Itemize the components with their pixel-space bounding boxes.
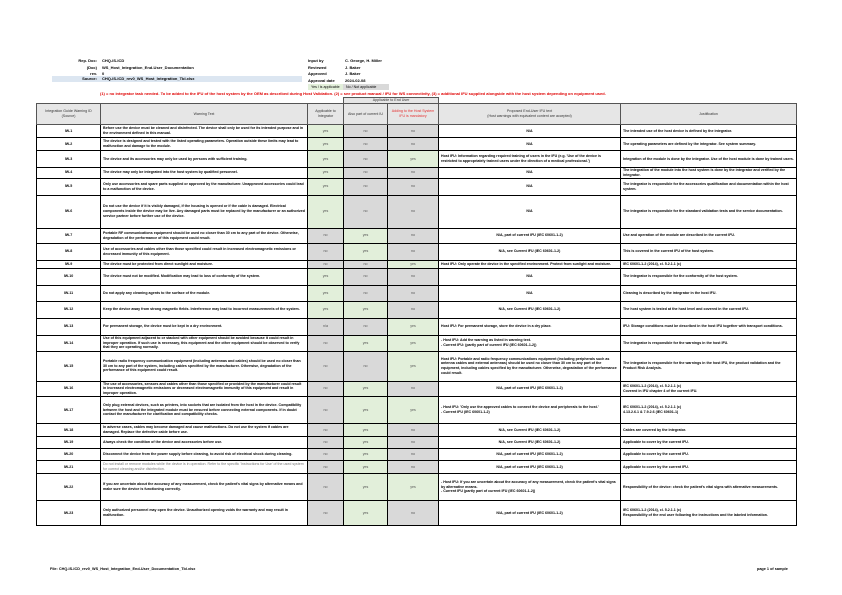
red-note: (1) = no integrator task needed. To be added to the IFU of the host system by the OEM as described during Host Validation. (2) = see product manual / IFU for WS connectivity, (3) = additional IFU supplied alongside with the host system depending on equipment used. bbox=[100, 91, 606, 96]
meta-value: WS_Host_Integration_End-User_Documentation bbox=[102, 64, 194, 70]
applicable-integrator-value: no bbox=[308, 500, 344, 525]
applicable-integrator-value: no bbox=[308, 423, 344, 436]
applicable-integrator-value: yes bbox=[308, 268, 344, 285]
host-ifu-mandatory-value: no bbox=[388, 243, 439, 260]
applicable-integrator-value: n/a bbox=[308, 318, 344, 335]
footer-page: page 1 of sample bbox=[757, 567, 788, 571]
warning-id: IW-18 bbox=[37, 423, 101, 436]
warning-text: Keep the device away from strong magnetic fields. Interference may lead to incorrect measurements of the system. bbox=[101, 301, 308, 318]
applicable-integrator-value: yes bbox=[308, 151, 344, 168]
proposed-ifu-text: Host IFU: Information regarding required training of users in the IFU (e.g. 'Use of the device is restricted to appropriately trained users under the direction of a medical professional.') bbox=[439, 151, 621, 168]
col-header-warning-text: Warning Text bbox=[101, 104, 308, 125]
proposed-ifu-text: Host IFU: Only operate the device in the specified environment. Protect from sunlight and moisture. bbox=[439, 260, 621, 268]
meta-label: (Doc) bbox=[86, 64, 97, 70]
applicable-integrator-value: no bbox=[308, 436, 344, 448]
host-ifu-mandatory-value: no bbox=[388, 168, 439, 179]
warning-text: In adverse cases, cables may become damaged and cause malfunctions. Do not use the system if cables are damaged. Replace the defective cable before use. bbox=[101, 423, 308, 436]
table-row bbox=[37, 301, 797, 318]
table-row bbox=[37, 138, 797, 151]
col-header-host-ifu-mandatory: Adding to the Host System IFU is mandatory bbox=[388, 104, 439, 125]
justification-text: The host system is tested at the host level and covered in the current IFU. bbox=[621, 301, 797, 318]
applicable-integrator-value: no bbox=[308, 460, 344, 473]
proposed-ifu-text: N/A bbox=[439, 125, 621, 138]
warning-text: Only plug external devices, such as printers, into sockets that are isolated from the host in the device. Compatibility between the host and the integrated module must be ensured before connecting external components. If in doubt contact the manufacturer for clarification and compatibility checks. bbox=[101, 396, 308, 423]
proposed-ifu-text: - Host IFU: If you are uncertain about the accuracy of any measurement, check the patient's vital signs by alternative means. - Current IFU (partly part of current IFU (IEC 60601-1-2)) bbox=[439, 473, 621, 500]
source-label: Source: bbox=[82, 76, 97, 81]
applicable-integrator-value: yes bbox=[308, 125, 344, 138]
warning-text: Use of accessories and cables other than those specified could result in increased electromagnetic emissions or decreased immunity of this equipment. bbox=[101, 243, 308, 260]
host-ifu-mandatory-value: no bbox=[388, 228, 439, 243]
meta-value: 0 bbox=[102, 71, 105, 76]
current-iu-value: no bbox=[344, 351, 388, 381]
table-row bbox=[37, 178, 797, 195]
current-iu-value: yes bbox=[344, 500, 388, 525]
warning-id: IW-20 bbox=[37, 448, 101, 460]
meta-value: 2024-02-08 bbox=[345, 77, 366, 83]
host-ifu-mandatory-value: yes bbox=[388, 335, 439, 351]
applicable-integrator-value: no bbox=[308, 381, 344, 396]
justification-text: Cleaning is described by the integrator in the host IFU. bbox=[621, 285, 797, 301]
justification-text: The integrator is responsible for the warnings in the host IFU, the product validation and the Product Risk Analysis. bbox=[621, 351, 797, 381]
current-iu-value: yes bbox=[344, 436, 388, 448]
col-header-current-iu: Also part of current IU bbox=[344, 104, 388, 125]
justification-text: This is covered in the current IFU of the host system. bbox=[621, 243, 797, 260]
host-ifu-mandatory-value: no bbox=[388, 423, 439, 436]
current-iu-value: yes bbox=[344, 473, 388, 500]
justification-text: Responsibility of the device: check the patient's vital signs with alternative measurements. bbox=[621, 473, 797, 500]
current-iu-value: no bbox=[344, 195, 388, 228]
warning-text: Before use the device must be cleaned and disinfected. The device shall only be used for its intended purpose and in the environment defined in this manual. bbox=[101, 125, 308, 138]
warning-text: Only use accessories and spare parts supplied or approved by the manufacturer. Unapproved accessories could lead to a malfunction of the device. bbox=[101, 178, 308, 195]
justification-text: The integration of the module into the host system is done by the integrator and verified by the integrator. bbox=[621, 168, 797, 179]
host-ifu-mandatory-value: yes bbox=[388, 351, 439, 381]
justification-text: IFU: Storage conditions must be described in the host IFU together with transport conditions. bbox=[621, 318, 797, 335]
applicable-integrator-value: no bbox=[308, 473, 344, 500]
table-row bbox=[37, 195, 797, 228]
host-ifu-mandatory-value: no bbox=[388, 125, 439, 138]
justification-text: The integrator is responsible for the accessories qualification and documentation within the host system. bbox=[621, 178, 797, 195]
current-iu-value: no bbox=[344, 125, 388, 138]
warning-id: IW-17 bbox=[37, 396, 101, 423]
legend-yes: Yes / is applicable bbox=[308, 84, 343, 90]
warning-id: IW-10 bbox=[37, 268, 101, 285]
table-row bbox=[37, 448, 797, 460]
meta-label: Reviewed bbox=[308, 64, 327, 70]
group-header-end-user: Applicable to End User bbox=[344, 98, 439, 104]
justification-text: The operating parameters are defined by the integrator. See system summary. bbox=[621, 138, 797, 151]
justification-text: IEC 60601-1-2 (2014), cl. 5.2.1.1 (c) Covered in IFU chapter 4 of the current IFU. bbox=[621, 381, 797, 396]
warning-id: IW-6 bbox=[37, 195, 101, 228]
proposed-ifu-text: N/A bbox=[439, 268, 621, 285]
meta-label: Approval date bbox=[308, 77, 335, 83]
host-ifu-mandatory-value: no bbox=[388, 138, 439, 151]
proposed-ifu-text: N/A bbox=[439, 285, 621, 301]
proposed-ifu-text: - Host IFU: Add the warning as listed in warning text. - Current IFU: (partly part of current IFU (IEC 60601-1-2)) bbox=[439, 335, 621, 351]
current-iu-value: yes bbox=[344, 396, 388, 423]
table-row bbox=[37, 500, 797, 525]
proposed-ifu-text: N/A, part of current IFU (IEC 60601-1-2) bbox=[439, 460, 621, 473]
applicable-integrator-value: yes bbox=[308, 195, 344, 228]
current-iu-value: yes bbox=[344, 460, 388, 473]
table-row bbox=[37, 318, 797, 335]
table-row bbox=[37, 473, 797, 500]
current-iu-value: no bbox=[344, 268, 388, 285]
justification-text: IEC 60601-1-2 (2014), cl. 5.2.1.1 (c) Responsibility of the end user following the instructions and the labeled information. bbox=[621, 500, 797, 525]
proposed-ifu-text: N/A, part of current IFU (IEC 60601-1-2) bbox=[439, 228, 621, 243]
legend-no: No / Not applicable bbox=[343, 84, 389, 90]
warning-id: IW-16 bbox=[37, 381, 101, 396]
proposed-ifu-text: - Host IFU: 'Only use the approved cables to connect the device and peripherals to the host.' - Current IFU (IEC 60601-1-2) bbox=[439, 396, 621, 423]
host-ifu-mandatory-value: no bbox=[388, 460, 439, 473]
applicable-integrator-value: no bbox=[308, 351, 344, 381]
justification-text: IEC 60601-1-2 (2014), cl. 5.2.1.1 (c) bbox=[621, 260, 797, 268]
warning-text: Disconnect the device from the power supply before cleaning, to avoid risk of electrical shock during cleaning. bbox=[101, 448, 308, 460]
table-row bbox=[37, 151, 797, 168]
proposed-ifu-text: N/A, part of current IFU (IEC 60601-1-2) bbox=[439, 448, 621, 460]
warning-id: IW-21 bbox=[37, 460, 101, 473]
warning-text: Do not use the device if it is visibly damaged, if the housing is opened or if the cable is damaged. Electrical components inside the device may be live. Any damaged parts must be replaced by the manufacturer or an authorized service partner before further use of the device. bbox=[101, 195, 308, 228]
proposed-ifu-text: N/A, part of current IFU (IEC 60601-1-2) bbox=[439, 500, 621, 525]
warnings-table bbox=[36, 97, 797, 526]
proposed-ifu-text: Host IFU: Portable and radio frequency communications equipment (including peripherals such as antenna cables and external antennas) should be used no closer than 30 cm to any part of the equipment, including cables specified by the manufacturer. Otherwise, degradation of the performance could result. bbox=[439, 351, 621, 381]
table-row bbox=[37, 125, 797, 138]
warning-text: Use of this equipment adjacent to or stacked with other equipment should be avoided because it could result in improper operation. If such use is necessary, this equipment and the other equipment should be observed to verify that they are operating normally. bbox=[101, 335, 308, 351]
warning-id: IW-14 bbox=[37, 335, 101, 351]
current-iu-value: no bbox=[344, 151, 388, 168]
applicable-integrator-value: yes bbox=[308, 138, 344, 151]
warning-id: IW-9 bbox=[37, 260, 101, 268]
col-header-applicable-integrator: Applicable to Integrator bbox=[308, 104, 344, 125]
source-value: CHQ-IS-ICD_rev0_WS_Host_Integration_Tbl.xlsx bbox=[102, 76, 195, 81]
warning-text: The device must be protected from direct sunlight and moisture. bbox=[101, 260, 308, 268]
host-ifu-mandatory-value: no bbox=[388, 448, 439, 460]
col-header-proposed-text: Proposed End-User IFU text (Host warnings with equivalent content are accepted) bbox=[439, 104, 621, 125]
table-row bbox=[37, 285, 797, 301]
meta-label: Rep. Doc: bbox=[78, 58, 97, 63]
justification-text: IEC 60601-1-2 (2014), cl. 5.2.1.1 (c) 4.13.2.6.1 & 7.9.2.6 (IEC 60601-1) bbox=[621, 396, 797, 423]
justification-text: Cables are covered by the integrator. bbox=[621, 423, 797, 436]
justification-text: Applicable to cover by the current IFU. bbox=[621, 448, 797, 460]
proposed-ifu-text: N/A, see Current IFU (IEC 60601-1-2) bbox=[439, 423, 621, 436]
meta-value: C. George, H. Miller bbox=[345, 58, 382, 63]
justification-text: Applicable to cover by the current IFU. bbox=[621, 460, 797, 473]
meta-value: CHQ-IS-ICD bbox=[102, 58, 125, 63]
warning-text: If you are uncertain about the accuracy of any measurement, check the patient's vital signs by alternative means and make sure the device is functioning correctly. bbox=[101, 473, 308, 500]
warning-text: The device may only be integrated into the host system by qualified personnel. bbox=[101, 168, 308, 179]
warning-text: The use of accessories, sensors and cables other than those specified or provided by the manufacturer could result in increased electromagnetic emissions or decreased electromagnetic immunity of this equipment and result in improper operation. bbox=[101, 381, 308, 396]
applicable-integrator-value: yes bbox=[308, 168, 344, 179]
warning-id: IW-1 bbox=[37, 125, 101, 138]
applicable-integrator-value: no bbox=[308, 243, 344, 260]
meta-label: rev. bbox=[90, 71, 97, 76]
table-row bbox=[37, 243, 797, 260]
current-iu-value: no bbox=[344, 260, 388, 268]
warning-id: IW-19 bbox=[37, 436, 101, 448]
table-row bbox=[37, 396, 797, 423]
warning-text: Always check the condition of the device and accessories before use. bbox=[101, 436, 308, 448]
warning-text: For permanent storage, the device must be kept in a dry environment. bbox=[101, 318, 308, 335]
warning-id: IW-5 bbox=[37, 178, 101, 195]
table-row bbox=[37, 351, 797, 381]
warning-id: IW-8 bbox=[37, 243, 101, 260]
warning-id: IW-23 bbox=[37, 500, 101, 525]
meta-label: Input by bbox=[308, 58, 324, 63]
warning-text: The device is designed and tested with the listed operating parameters. Operation outside these limits may lead to malfunction and damage to the module. bbox=[101, 138, 308, 151]
current-iu-value: no bbox=[344, 178, 388, 195]
proposed-ifu-text: N/A bbox=[439, 168, 621, 179]
table-row bbox=[37, 168, 797, 179]
justification-text: Integration of the module is done by the integrator. Use of the host module is done by trained users. bbox=[621, 151, 797, 168]
current-iu-value: no bbox=[344, 318, 388, 335]
table-row bbox=[37, 436, 797, 448]
current-iu-value: yes bbox=[344, 381, 388, 396]
proposed-ifu-text: Host IFU: For permanent storage, store the device in a dry place. bbox=[439, 318, 621, 335]
warning-id: IW-13 bbox=[37, 318, 101, 335]
col-header-id: Integration Guide Warning ID (Source) bbox=[37, 104, 101, 125]
applicable-integrator-value: yes bbox=[308, 178, 344, 195]
warning-id: IW-2 bbox=[37, 138, 101, 151]
warning-text: Portable RF communications equipment should be used no closer than 30 cm to any part of the device. Otherwise, degradation of the performance of this equipment could result. bbox=[101, 228, 308, 243]
current-iu-value: yes bbox=[344, 335, 388, 351]
current-iu-value: yes bbox=[344, 301, 388, 318]
current-iu-value: yes bbox=[344, 243, 388, 260]
proposed-ifu-text: N/A bbox=[439, 178, 621, 195]
warning-id: IW-22 bbox=[37, 473, 101, 500]
host-ifu-mandatory-value: yes bbox=[388, 260, 439, 268]
host-ifu-mandatory-value: no bbox=[388, 178, 439, 195]
applicable-integrator-value: no bbox=[308, 335, 344, 351]
host-ifu-mandatory-value: no bbox=[388, 285, 439, 301]
warning-id: IW-3 bbox=[37, 151, 101, 168]
col-header-justification: Justification bbox=[621, 104, 797, 125]
current-iu-value: yes bbox=[344, 448, 388, 460]
warning-text: Only authorized personnel may open the device. Unauthorized opening voids the warranty and may result in malfunction. bbox=[101, 500, 308, 525]
applicable-integrator-value: yes bbox=[308, 301, 344, 318]
proposed-ifu-text: N/A, see Current IFU (IEC 60601-1-2) bbox=[439, 243, 621, 260]
applicable-integrator-value: yes bbox=[308, 285, 344, 301]
warning-text: Do not apply any cleaning agents to the surface of the module. bbox=[101, 285, 308, 301]
applicable-integrator-value: no bbox=[308, 396, 344, 423]
meta-label: Approved bbox=[308, 71, 327, 76]
warning-text: Portable radio frequency communication equipment (including antennas and cables) should be used no closer than 30 cm to any part of the system, including cables specified by the manufacturer. Otherwise, degradation of the performance of this equipment could result. bbox=[101, 351, 308, 381]
warning-id: IW-15 bbox=[37, 351, 101, 381]
justification-text: The intended use of the host device is defined by the integrator. bbox=[621, 125, 797, 138]
host-ifu-mandatory-value: no bbox=[388, 195, 439, 228]
table-row bbox=[37, 423, 797, 436]
proposed-ifu-text: N/A, see Current IFU (IEC 60601-1-2) bbox=[439, 301, 621, 318]
applicable-integrator-value: no bbox=[308, 260, 344, 268]
table-row bbox=[37, 268, 797, 285]
host-ifu-mandatory-value: no bbox=[388, 268, 439, 285]
applicable-integrator-value: no bbox=[308, 448, 344, 460]
warning-text: Do not install or remove modules while the device is in operation. Refer to the specific 'Instructions for Use' of the used system for correct cleaning and/or disinfection. bbox=[101, 460, 308, 473]
table-row bbox=[37, 460, 797, 473]
proposed-ifu-text: N/A bbox=[439, 195, 621, 228]
applicable-integrator-value: no bbox=[308, 228, 344, 243]
table-row bbox=[37, 228, 797, 243]
host-ifu-mandatory-value: no bbox=[388, 301, 439, 318]
justification-text: The integrator is responsible for the standard validation tests and the service documentation. bbox=[621, 195, 797, 228]
host-ifu-mandatory-value: no bbox=[388, 500, 439, 525]
table-row bbox=[37, 335, 797, 351]
justification-text: Applicable to cover by the current IFU. bbox=[621, 436, 797, 448]
current-iu-value: no bbox=[344, 285, 388, 301]
host-ifu-mandatory-value: yes bbox=[388, 318, 439, 335]
current-iu-value: yes bbox=[344, 228, 388, 243]
source-row bbox=[52, 76, 302, 82]
warning-text: The device must not be modified. Modification may lead to loss of conformity of the system. bbox=[101, 268, 308, 285]
proposed-ifu-text: N/A, part of current IFU (IEC 60601-1-2) bbox=[439, 381, 621, 396]
warning-text: The device and its accessories may only be used by persons with sufficient training. bbox=[101, 151, 308, 168]
warning-id: IW-4 bbox=[37, 168, 101, 179]
warning-id: IW-11 bbox=[37, 285, 101, 301]
current-iu-value: no bbox=[344, 138, 388, 151]
warning-id: IW-7 bbox=[37, 228, 101, 243]
host-ifu-mandatory-value: yes bbox=[388, 473, 439, 500]
host-ifu-mandatory-value: no bbox=[388, 381, 439, 396]
justification-text: Use and operation of the module are described in the current IFU. bbox=[621, 228, 797, 243]
table-row bbox=[37, 381, 797, 396]
current-iu-value: yes bbox=[344, 423, 388, 436]
table-row bbox=[37, 260, 797, 268]
meta-value: J. Baker bbox=[345, 64, 361, 70]
meta-value: J. Baker bbox=[345, 71, 361, 76]
host-ifu-mandatory-value: yes bbox=[388, 396, 439, 423]
host-ifu-mandatory-value: no bbox=[388, 436, 439, 448]
footer-file: File: CHQ-IS-ICD_rev0_WS_Host_Integration_End-User_Documentation_Tbl.xlsx bbox=[50, 567, 196, 571]
proposed-ifu-text: N/A, see Current IFU (IEC 60601-1-2) bbox=[439, 436, 621, 448]
proposed-ifu-text: N/A bbox=[439, 138, 621, 151]
justification-text: The integrator is responsible for the warnings in the host IFU. bbox=[621, 335, 797, 351]
current-iu-value: no bbox=[344, 168, 388, 179]
host-ifu-mandatory-value: yes bbox=[388, 151, 439, 168]
justification-text: The integrator is responsible for the conformity of the host system. bbox=[621, 268, 797, 285]
warning-id: IW-12 bbox=[37, 301, 101, 318]
